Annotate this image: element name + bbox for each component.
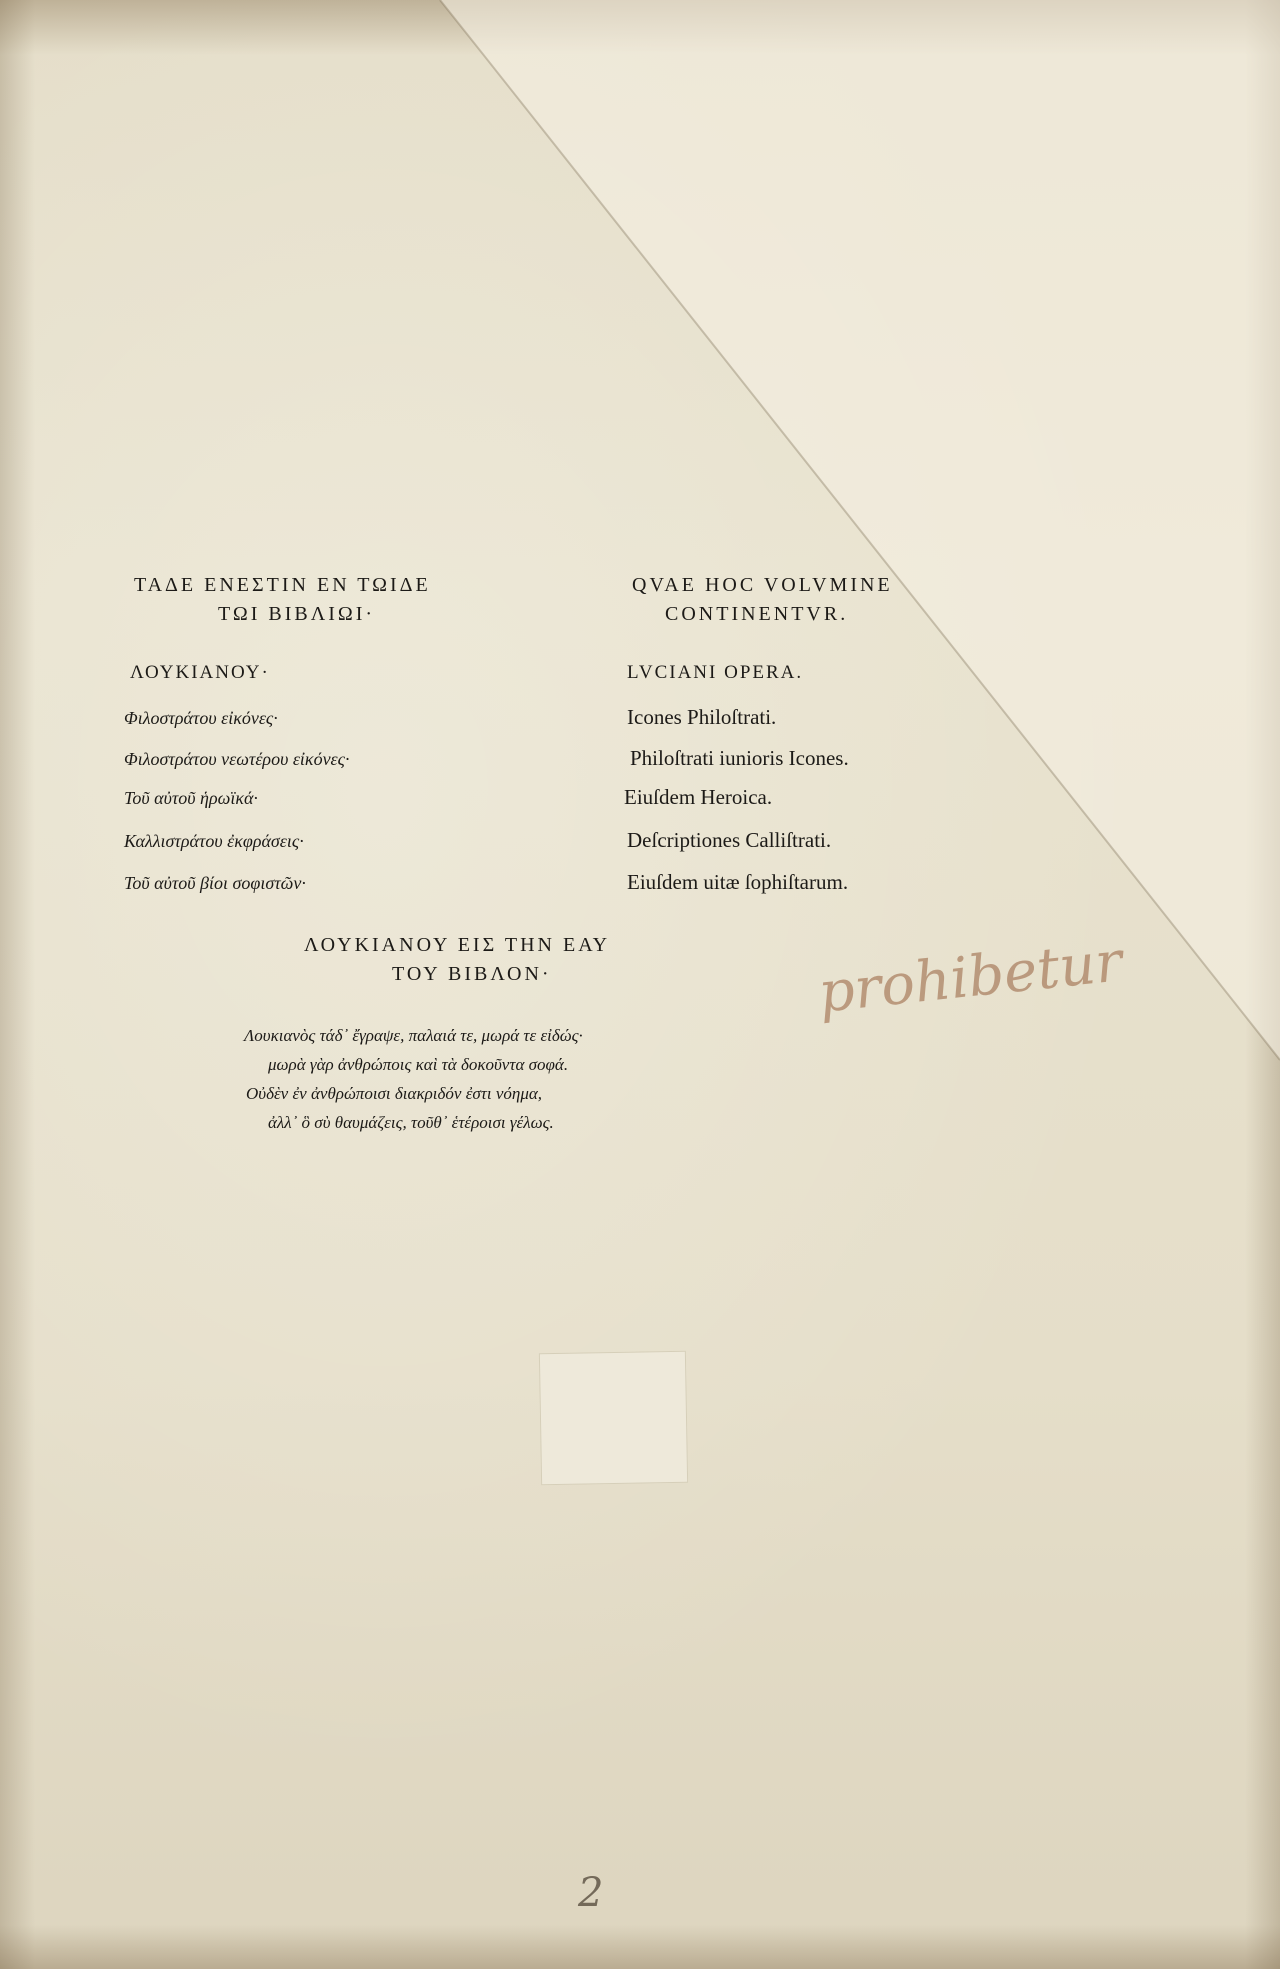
greek-entry-callistratus: Καλλιστράτου ἐκφράσεις· bbox=[124, 831, 304, 851]
latin-entry-lives-sophists: Eiuſdem uitæ ſophiſtarum. bbox=[627, 870, 849, 894]
greek-entry-lucian: ΛΟΥΚΙΑΝΟΥ· bbox=[130, 662, 270, 683]
greek-heading-line2: ΤΩΙ ΒΙΒΛΙΩΙ· bbox=[218, 603, 376, 625]
latin-entry-lucian: LVCIANI OPERA. bbox=[627, 662, 804, 683]
epigram-heading-line1: ΛΟΥΚΙΑΝΟΥ ΕΙΣ ΤΗΝ ΕΑΥ bbox=[304, 934, 611, 956]
greek-entry-philostratus-icones: Φιλοστράτου εἰκόνες· bbox=[124, 708, 278, 728]
greek-entry-lives-sophists: Τοῦ αὐτοῦ βίοι σοφιστῶν· bbox=[124, 873, 306, 893]
epigram-line2: μωρὰ γὰρ ἀνθρώποις καὶ τὰ δοκοῦντα σοφά. bbox=[268, 1055, 569, 1074]
page-number: 2 bbox=[578, 1870, 604, 1916]
latin-entry-philostratus-junior: Philoſtrati iunioris Icones. bbox=[630, 746, 849, 770]
greek-heading-line1: ΤΑΔΕ ΕΝΕΣΤΙΝ ΕΝ ΤΩΙΔΕ bbox=[134, 574, 431, 596]
epigram-line1: Λουκιανὸς τάδ᾽ ἔγραψε, παλαιά τε, μωρά τε εἰδώς· bbox=[244, 1026, 583, 1045]
latin-entry-heroica: Eiuſdem Heroica. bbox=[624, 785, 773, 809]
epigram-heading-line2: ΤΟΥ ΒΙΒΛΟΝ· bbox=[392, 963, 552, 985]
latin-entry-callistratus: Deſcriptiones Calliſtrati. bbox=[627, 828, 832, 852]
greek-entry-philostratus-junior: Φιλοστράτου νεωτέρου εἰκόνες· bbox=[124, 749, 350, 769]
latin-heading-line2: CONTINENTVR. bbox=[665, 603, 849, 625]
greek-entry-heroica: Τοῦ αὐτοῦ ἡρωϊκά· bbox=[124, 788, 258, 808]
paper-repair-patch bbox=[539, 1351, 688, 1486]
epigram-line3: Οὐδὲν ἐν ἀνθρώποισι διακριδόν ἐστι νόημα, bbox=[246, 1084, 543, 1103]
handwritten-annotation: prohibetur bbox=[815, 929, 1126, 1026]
epigram-line4: ἀλλ᾽ ὃ σὺ θαυμάζεις, τοῦθ᾽ ἑτέροισι γέλως. bbox=[268, 1113, 554, 1132]
latin-heading-line1: QVAE HOC VOLVMINE bbox=[632, 574, 893, 596]
latin-entry-philostratus-icones: Icones Philoſtrati. bbox=[627, 705, 777, 729]
